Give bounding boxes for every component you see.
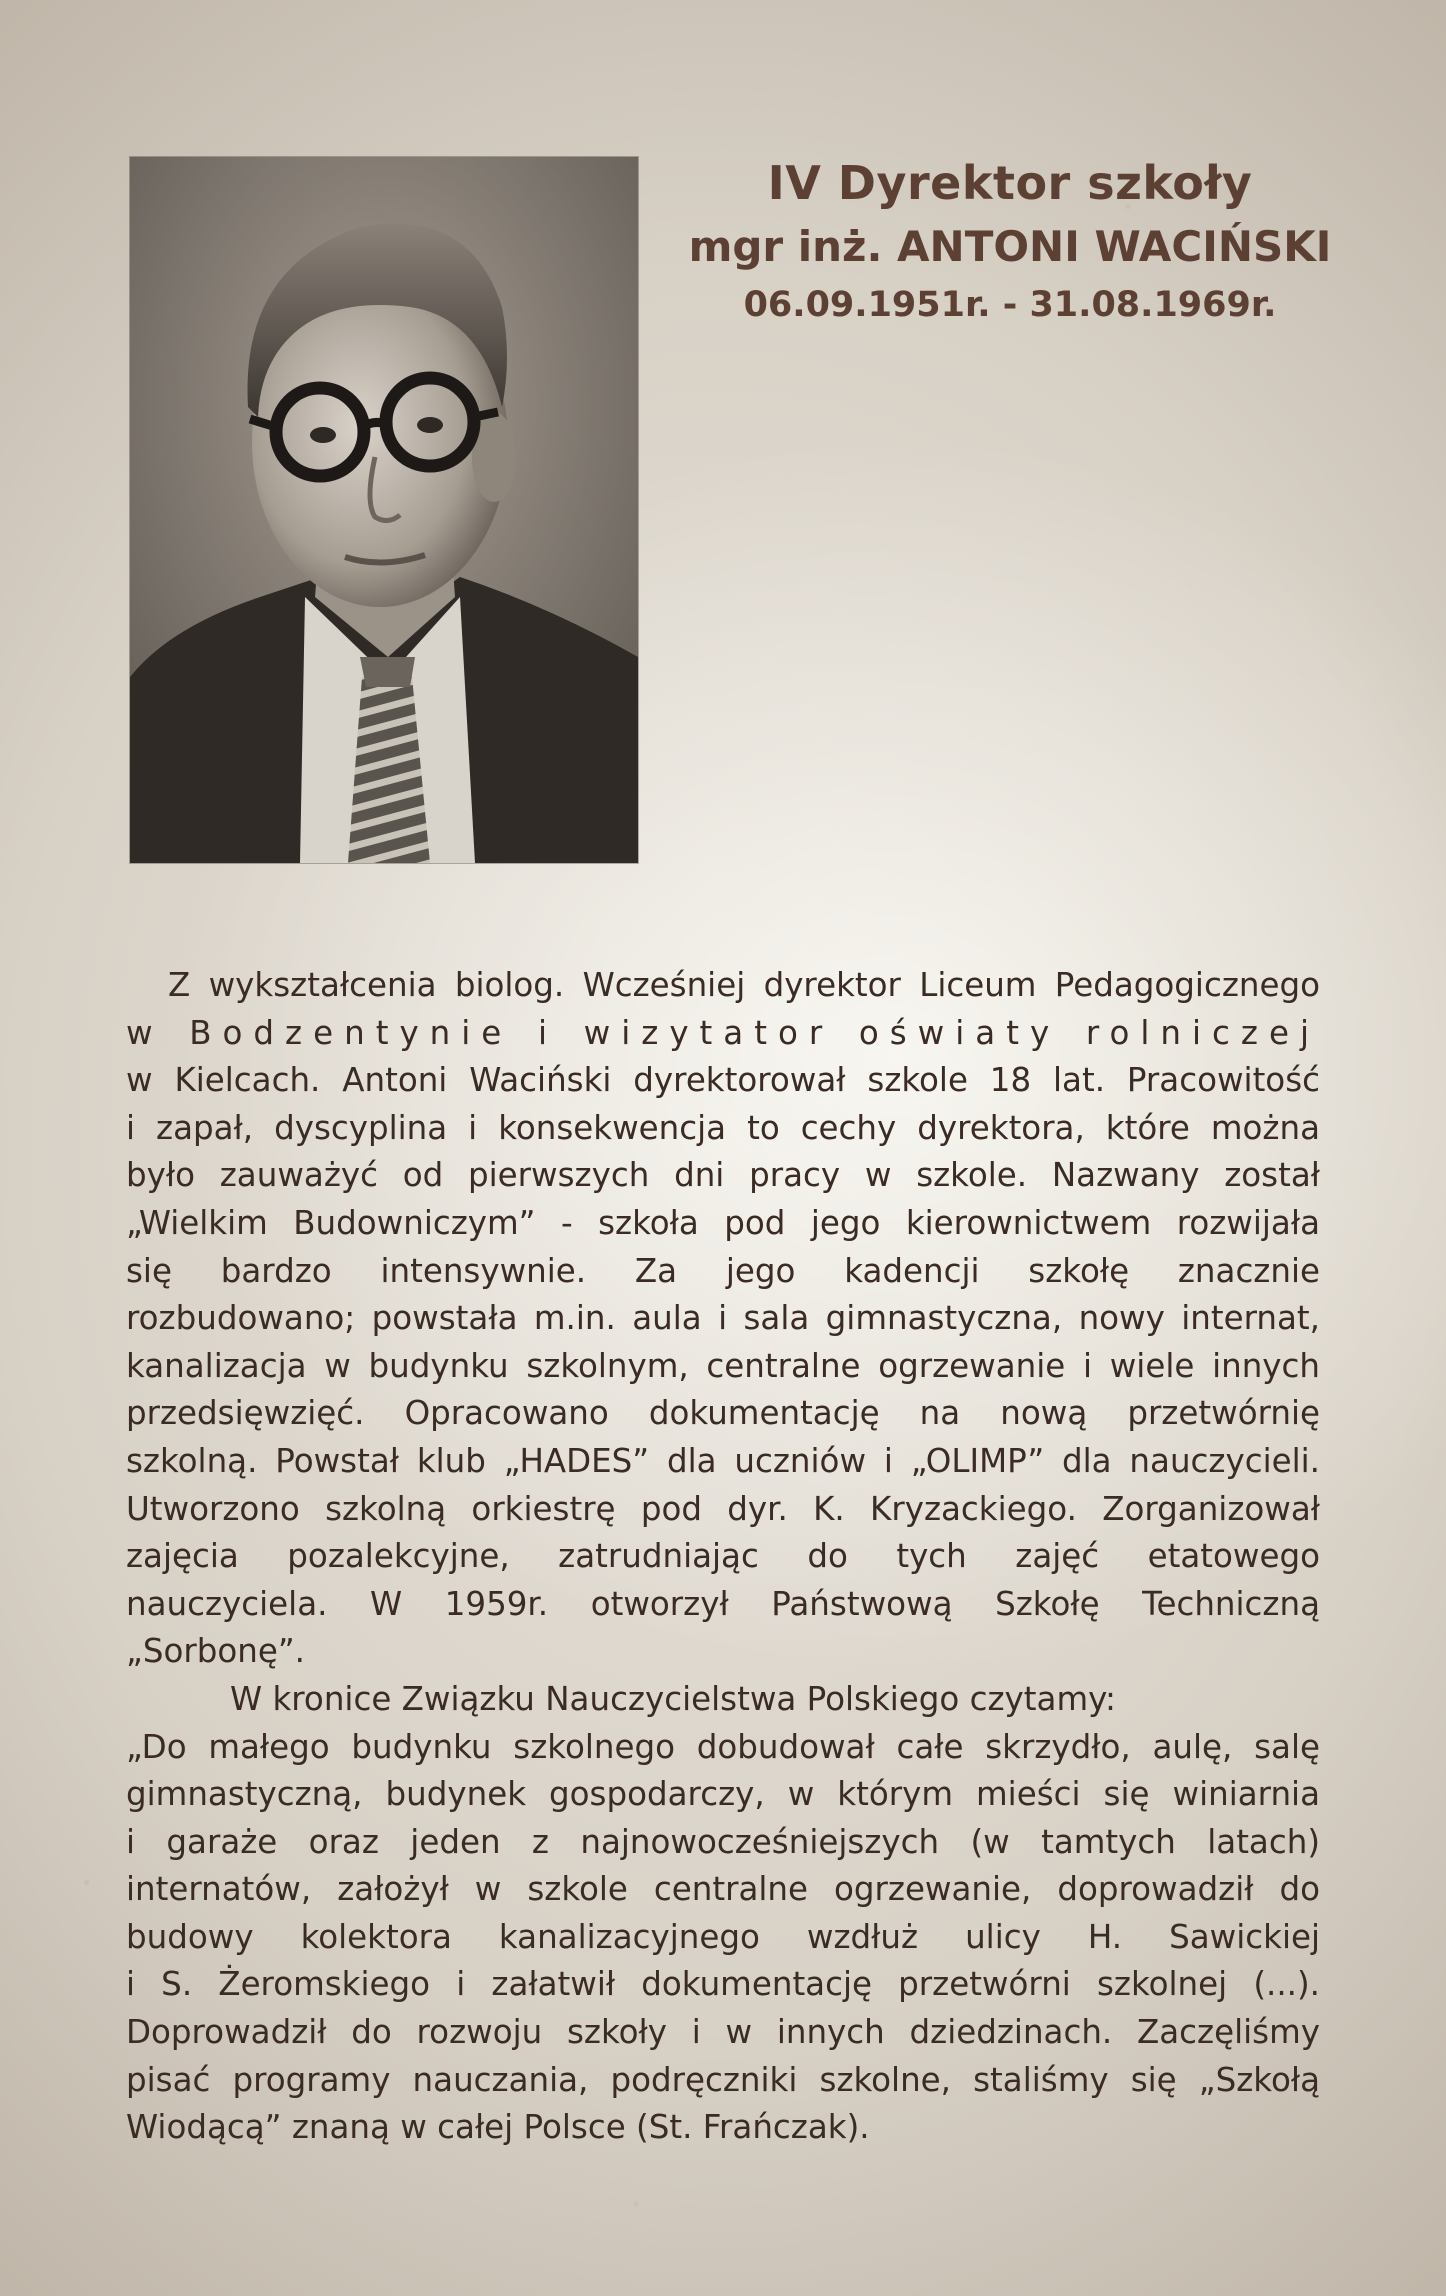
text-line: Utworzono szkolną orkiestrę pod dyr. K. Kryzackiego. Zorganizował [126,1489,1320,1528]
page-heading [660,150,1360,332]
text-line: kanalizacja w budynku szkolnym, centralne ogrzewanie i wiele innych [126,1346,1320,1385]
heading-title: IV Dyrektor szkoły [767,156,1253,210]
text-line: „Wielkim Budowniczym” - szkoła pod jego kierownictwem rozwijała [126,1203,1320,1242]
text-line: internatów, założył w szkole centralne ogrzewanie, doprowadził do [126,1870,1320,1909]
text-line: było zauważyć od pierwszych dni pracy w szkole. Nazwany został [126,1156,1320,1195]
heading-name: mgr inż. ANTONI WACIŃSKI [688,222,1332,271]
portrait-photo [130,157,638,863]
text-line: się bardzo intensywnie. Za jego kadencji szkołę znacznie [126,1251,1320,1290]
text-line: „Do małego budynku szkolnego dobudował całe skrzydło, aulę, salę [126,1727,1320,1766]
text-line: Z wykształcenia biolog. Wcześniej dyrektor Liceum Pedagogicznego [168,966,1320,1004]
biography-text [126,962,1320,2152]
text-line: zajęcia pozalekcyjne, zatrudniając do tych zajęć etatowego [126,1537,1320,1576]
text-line: przedsięwzięć. Opracowano dokumentację na nową przetwórnię [126,1394,1320,1433]
text-line: Wiodącą” znaną w całej Polsce (St. Frańczak). [126,2108,870,2147]
text-line: w Bodzentynie i wizytator oświaty rolniczej [126,1013,1320,1052]
text-line: i zapał, dyscyplina i konsekwencja to cechy dyrektora, które można [126,1108,1320,1147]
text-line: „Sorbonę”. [126,1632,305,1671]
text-line: i garaże oraz jeden z najnowocześniejszych (w tamtych latach) [126,1822,1320,1861]
text-line: i S. Żeromskiego i załatwił dokumentację przetwórni szkolnej (...). [126,1965,1320,2004]
heading-dates: 06.09.1951r. - 31.08.1969r. [743,285,1277,325]
text-line: rozbudowano; powstała m.in. aula i sala gimnastyczna, nowy internat, [126,1299,1320,1338]
text-line: w Kielcach. Antoni Waciński dyrektorował szkole 18 lat. Pracowitość [126,1061,1320,1100]
text-line: szkolną. Powstał klub „HADES” dla uczniów i „OLIMP” dla nauczycieli. [126,1441,1320,1480]
text-line: pisać programy nauczania, podręczniki szkolne, staliśmy się „Szkołą [126,2060,1320,2099]
text-line: budowy kolektora kanalizacyjnego wzdłuż ulicy H. Sawickiej [126,1917,1320,1956]
text-line: nauczyciela. W 1959r. otworzył Państwową Szkołę Techniczną [126,1584,1320,1623]
text-line: W kronice Związku Nauczycielstwa Polskiego czytamy: [230,1679,1116,1718]
text-line: Doprowadził do rozwoju szkoły i w innych dziedzinach. Zaczęliśmy [126,2013,1320,2052]
text-line: gimnastyczną, budynek gospodarczy, w którym mieści się winiarnia [126,1775,1320,1814]
